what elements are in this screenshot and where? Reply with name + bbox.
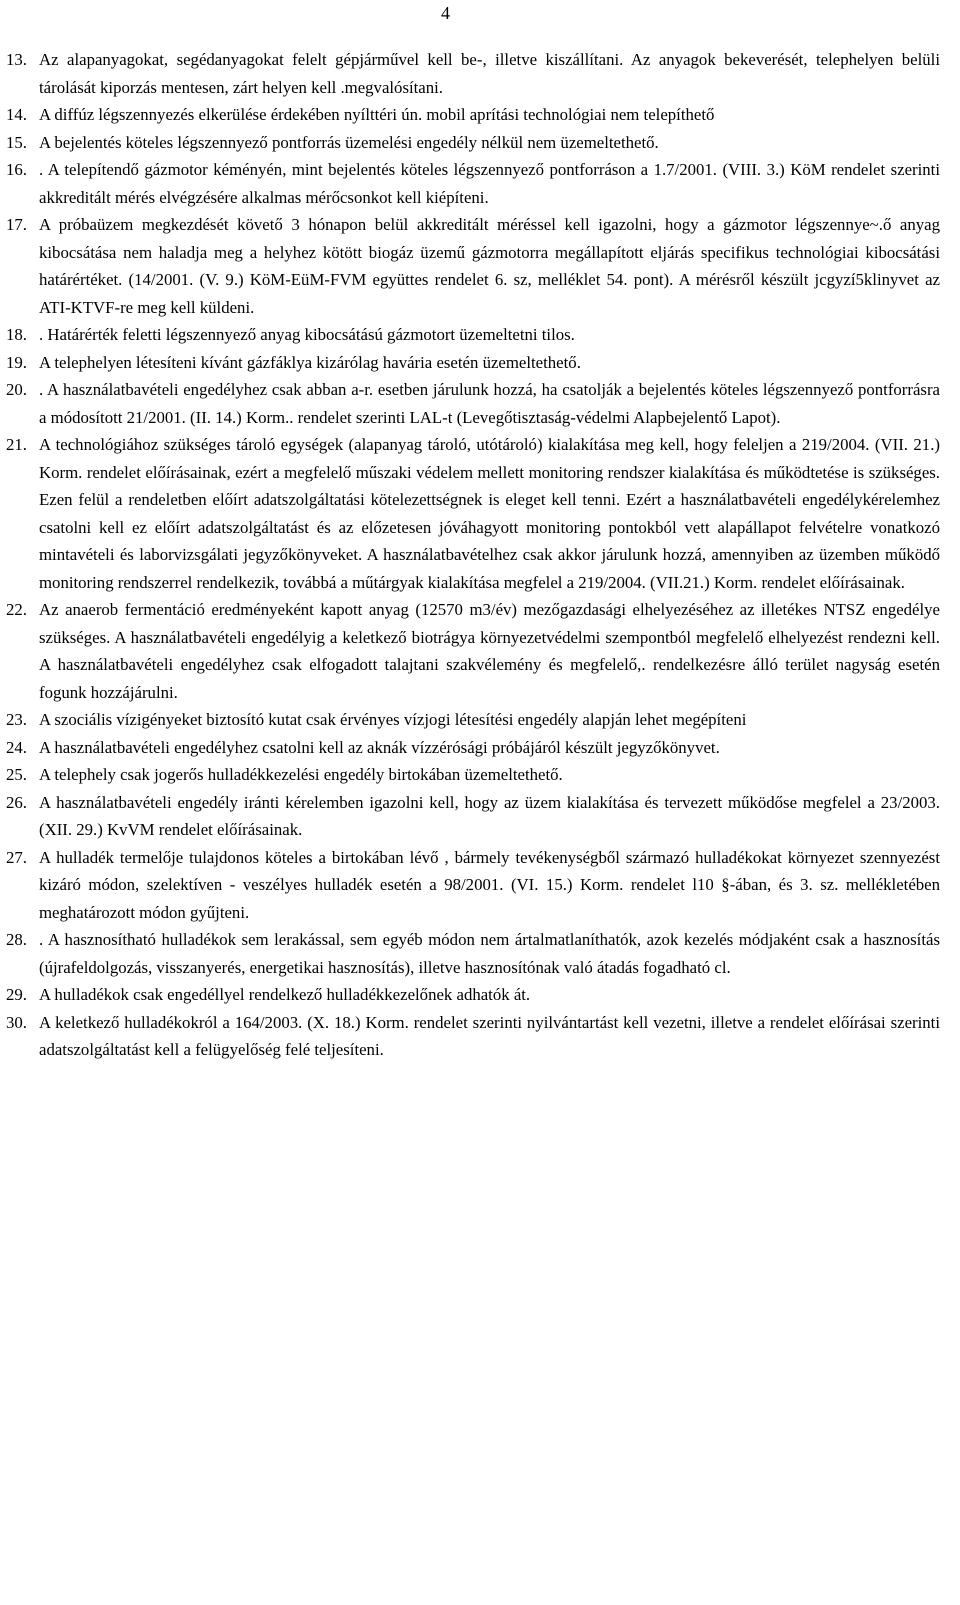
item-number: 25.: [6, 765, 27, 784]
item-number: 19.: [6, 352, 27, 372]
list-item-19: [6, 349, 940, 377]
item-number: 24.: [6, 737, 27, 757]
item-number: 23.: [6, 710, 27, 729]
item-text: Az alapanyagokat, segédanyagokat felelt gépjárművel kell be-, illetve kiszállítani. Az anyagok bekeverését, telephelyen belüli tárolását kiporzás mentesen, zárt helyen kell .megvalósítani.: [39, 50, 940, 97]
item-text: A diffúz légszennyezés elkerülése érdekében nyílttéri ún. mobil aprítási technológiai nem telepíthető: [39, 105, 715, 124]
list-item-27: [6, 844, 940, 927]
list-item-21: [6, 431, 940, 596]
item-number: 17.: [6, 215, 27, 234]
item-number: 13.: [6, 50, 27, 69]
list-item-20: [6, 376, 940, 431]
item-number: 14.: [6, 105, 27, 124]
item-text: Az anaerob fermentáció eredményeként kapott anyag (12570 m3/év) mezőgazdasági elhelyezéséhez az illetékes NTSZ engedélye szükséges. A használatbavételi engedélyig a keletkező biotrágya környezetvédelmi szempontból megfelelő elhelyezést rendezni kell. A használatbavételi engedélyhez csak elfogadott talajtani szakvélemény és megfelelő,. rendelkezésre álló terület nagyság esetén fogunk hozzájárulni.: [39, 600, 940, 702]
item-number: 20.: [6, 380, 27, 399]
item-text: A hulladékok csak engedéllyel rendelkező hulladékkezelőnek adhatók át.: [39, 985, 531, 1004]
item-number: 15.: [6, 132, 27, 152]
item-text: A használatbavételi engedély iránti kérelemben igazolni kell, hogy az üzem kialakítása és tervezett működőse megfelel a 23/2003. (XII. 29.) KvVM rendelet előírásainak.: [39, 792, 940, 839]
item-number: 18.: [6, 325, 27, 344]
item-number: 16.: [6, 160, 27, 179]
list-item-24: [6, 734, 940, 762]
list-item-26: [6, 789, 940, 844]
list-item-18: [6, 321, 940, 349]
item-text: . A telepítendő gázmotor kéményén, mint bejelentés köteles légszennyező pontforráson a 1.7/2001. (VIII. 3.) KöM rendelet szerinti akkreditált mérés elvégzésére alkalmas mérőcsonkot kell kiépíteni.: [39, 160, 940, 207]
list-item-13: [6, 46, 940, 101]
list-item-30: [6, 1009, 940, 1064]
list-item-22: [6, 596, 940, 706]
item-number: 30.: [6, 1012, 27, 1032]
item-text: A bejelentés köteles légszennyező pontforrás üzemelési engedély nélkül nem üzemeltethető.: [39, 132, 659, 152]
item-number: 26.: [6, 792, 27, 812]
page-number: 4: [441, 3, 450, 23]
list-item-23: [6, 706, 940, 734]
item-number: 28.: [6, 930, 27, 949]
item-text: . A hasznosítható hulladékok sem lerakással, sem egyéb módon nem ártalmatlaníthatók, azok kezelés módjaként csak a hasznosítás (újrafeldolgozás, visszanyerés, energetikai hasznosítás), illetve hasznosítónak való átadás fogadható cl.: [39, 930, 940, 977]
list-item-15: [6, 129, 940, 157]
list-item-29: [6, 981, 940, 1009]
item-text: . Határérték feletti légszennyező anyag kibocsátású gázmotort üzemeltetni tilos.: [39, 325, 575, 344]
list-item-14: [6, 101, 940, 129]
item-text: A szociális vízigényeket biztosító kutat csak érvényes vízjogi létesítési engedély alapján lehet megépíteni: [39, 710, 747, 729]
item-number: 21.: [6, 435, 27, 454]
item-number: 27.: [6, 847, 27, 867]
item-text: A telephelyen létesíteni kívánt gázfáklya kizárólag havária esetén üzemeltethető.: [39, 352, 581, 372]
item-text: . A használatbavételi engedélyhez csak abban a-r. esetben járulunk hozzá, ha csatolják a bejelentés köteles légszennyező pontforrásra a módosított 21/2001. (II. 14.) Korm.. rendelet szerinti LAL-t (Levegőtisztaság-védelmi Alapbejelentő Lapot).: [39, 380, 940, 427]
list-item-25: [6, 761, 940, 789]
item-text: A használatbavételi engedélyhez csatolni kell az aknák vízzérósági próbájáról készült jegyzőkönyvet.: [39, 737, 720, 757]
document-body: [6, 46, 940, 1064]
item-number: 22.: [6, 600, 27, 619]
item-text: A próbaüzem megkezdését követő 3 hónapon belül akkreditált méréssel kell igazolni, hogy a gázmotor légszennye~.ő anyag kibocsátása nem haladja meg a helyhez kötött biogáz üzemű gázmotorra megállapított eljárás specifikus technológiai kibocsátási határértéket. (14/2001. (V. 9.) KöM-EüM-FVM együttes rendelet 6. sz, melléklet 54. pont). A mérésről készült jcgyzí5klinyvet az ATI-KTVF-re meg kell küldeni.: [39, 215, 940, 317]
list-item-28: [6, 926, 940, 981]
item-text: A keletkező hulladékokról a 164/2003. (X. 18.) Korm. rendelet szerinti nyilvántartást kell vezetni, illetve a rendelet előírásai szerinti adatszolgáltatást kell a felügyelőség felé teljesíteni.: [39, 1012, 940, 1059]
item-text: A hulladék termelője tulajdonos köteles a birtokában lévő , bármely tevékenységből származó hulladékokat környezet szennyezést kizáró módon, szelektíven - veszélyes hulladék esetén a 98/2001. (VI. 15.) Korm. rendelet l10 §-ában, és 3. sz. mellékletében meghatározott módon gyűjteni.: [39, 847, 940, 922]
item-text: A telephely csak jogerős hulladékkezelési engedély birtokában üzemeltethető.: [39, 765, 563, 784]
list-item-16: [6, 156, 940, 211]
list-item-17: [6, 211, 940, 321]
item-text: A technológiához szükséges tároló egységek (alapanyag tároló, utótároló) kialakítása meg kell, hogy feleljen a 219/2004. (VII. 21.) Korm. rendelet előírásainak, ezért a megfelelő műszaki védelem mellett monitoring rendszer kialakítása és működtetése is szükséges. Ezen felül a rendeletben előírt adatszolgáltatási kötelezettségnek is eleget kell tenni. Ezért a használatbavételi engedélykérelemhez csatolni kell ez előírt adatszolgáltatást és az előzetesen jóváhagyott monitoring pontokból vett alapállapot felvételre vonatkozó mintavételi és laborvizsgálati jegyzőkönyveket. A használatbavételhez csak akkor járulunk hozzá, amennyiben az üzemben működő monitoring rendszerrel rendelkezik, továbbá a műtárgyak kialakítása megfelel a 219/2004. (VII.21.) Korm. rendelet előírásainak.: [39, 435, 940, 592]
item-number: 29.: [6, 985, 27, 1004]
